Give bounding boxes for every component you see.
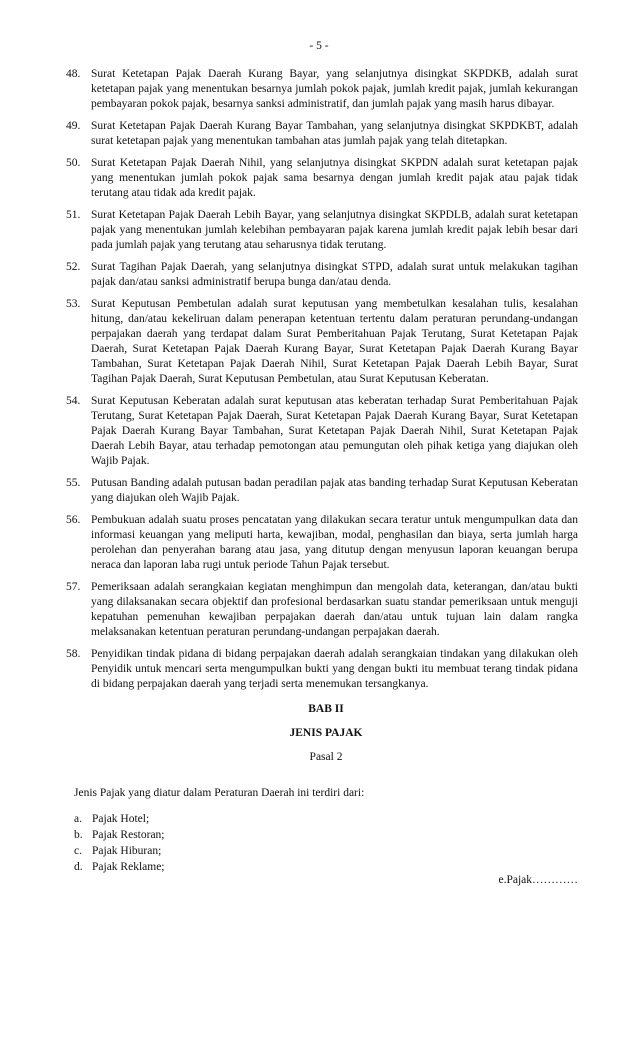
tax-type-item [74, 811, 578, 827]
definition-item [66, 260, 578, 290]
definition-text: Surat Tagihan Pajak Daerah, yang selanjutnya disingkat STPD, adalah surat untuk melakukan tagihan pajak dan/atau sanksi administratif berupa bunga dan/atau denda. [91, 261, 578, 288]
chapter-number: BAB II [308, 703, 344, 715]
tax-type-list [74, 811, 578, 875]
definition-item [66, 156, 578, 201]
definition-item [66, 119, 578, 149]
definition-text: Surat Keputusan Keberatan adalah surat keputusan atas keberatan terhadap Surat Pemberitahuan Pajak Terutang, Surat Ketetapan Pajak Daerah, Surat Ketetapan Pajak Daerah Kurang Bayar, Surat Ketetapan Pajak Daerah Kurang Bayar Tambahan, Surat Ketetapan Pajak Daerah Nihil, Surat Ketetapan Pajak Daerah Lebih Bayar, atau terhadap pemotongan atau pemungutan oleh pihak ketiga yang diajukan oleh Wajib Pajak. [91, 395, 578, 467]
tax-type-text: Pajak Hotel; [92, 813, 150, 825]
tax-type-letter: c. [74, 845, 82, 857]
definition-item [66, 394, 578, 469]
article-intro: Jenis Pajak yang diatur dalam Peraturan Daerah ini terdiri dari: [74, 787, 365, 799]
definition-item [66, 647, 578, 692]
definition-text: Surat Keputusan Pembetulan adalah surat keputusan yang membetulkan kesalahan tulis, kesalahan hitung, dan/atau kekeliruan dalam penerapan ketentuan tertentu dalam peraturan perundang-undangan perpajakan daerah yang terdapat dalam Surat Pemberitahuan Pajak Terutang, Surat Ketetapan Pajak Daerah, Surat Ketetapan Pajak Daerah Kurang Bayar, Surat Ketetapan Pajak Daerah Kurang Bayar Tambahan, Surat Ketetapan Pajak Daerah Nihil, Surat Ketetapan Pajak Daerah Lebih Bayar, Surat Tagihan Pajak Daerah, Surat Keputusan Pembetulan, atau Surat Keputusan Keberatan. [91, 298, 578, 385]
definition-item [66, 476, 578, 506]
definition-text: Surat Ketetapan Pajak Daerah Nihil, yang selanjutnya disingkat SKPDN adalah surat ketetapan pajak yang menentukan jumlah pokok pajak sama besarnya dengan jumlah kredit pajak atau pajak tidak terutang atau tidak ada kredit pajak. [91, 157, 578, 199]
definition-number: 54. [66, 395, 81, 407]
tax-type-text: Pajak Restoran; [92, 829, 165, 841]
page-number: - 5 - [309, 40, 329, 52]
definition-number: 49. [66, 120, 81, 132]
tax-type-letter: d. [74, 861, 83, 873]
tax-type-letter: a. [74, 813, 82, 825]
definition-number: 48. [66, 68, 81, 80]
definition-number: 58. [66, 648, 81, 660]
definition-number: 52. [66, 261, 81, 273]
definition-number: 57. [66, 581, 81, 593]
definition-item [66, 580, 578, 640]
tax-type-text: Pajak Reklame; [92, 861, 165, 873]
definition-text: Surat Ketetapan Pajak Daerah Kurang Bayar Tambahan, yang selanjutnya disingkat SKPDKBT, adalah surat ketetapan pajak yang menentukan tambahan atas jumlah pajak yang telah ditetapkan. [91, 120, 578, 147]
definition-text: Surat Ketetapan Pajak Daerah Kurang Bayar, yang selanjutnya disingkat SKPDKB, adalah surat ketetapan pajak yang menentukan besarnya jumlah pokok pajak, jumlah kredit pajak, jumlah kekurangan pembayaran pokok pajak, besarnya sanksi administratif, dan jumlah pajak yang masih harus dibayar. [91, 68, 578, 110]
definition-number: 51. [66, 209, 81, 221]
definition-number: 56. [66, 514, 81, 526]
tax-type-item [74, 859, 578, 875]
definition-number: 50. [66, 157, 81, 169]
definition-number: 55. [66, 477, 81, 489]
page-catchword: e.Pajak………… [498, 874, 578, 886]
document-body [66, 67, 578, 888]
definition-item [66, 67, 578, 112]
definition-list [66, 67, 578, 692]
article-number: Pasal 2 [309, 751, 343, 763]
tax-type-item [74, 843, 578, 859]
definition-text: Surat Ketetapan Pajak Daerah Lebih Bayar, yang selanjutnya disingkat SKPDLB, adalah surat ketetapan pajak yang menentukan jumlah kelebihan pembayaran pajak karena jumlah kredit pajak lebih besar dari pada jumlah pajak yang terutang atau seharusnya tidak terutang. [91, 209, 578, 251]
definition-text: Pemeriksaan adalah serangkaian kegiatan menghimpun dan mengolah data, keterangan, dan/atau bukti yang dilaksanakan secara objektif dan profesional berdasarkan suatu standar pemeriksaan untuk menguji kepatuhan pemenuhan kewajiban perpajakan daerah dan/atau untuk tujuan lain dalam rangka melaksanakan ketentuan peraturan perundang-undangan perpajakan daerah. [91, 581, 578, 638]
tax-type-text: Pajak Hiburan; [92, 845, 162, 857]
tax-type-item [74, 827, 578, 843]
definition-item [66, 208, 578, 253]
definition-item [66, 513, 578, 573]
tax-type-letter: b. [74, 829, 83, 841]
definition-text: Pembukuan adalah suatu proses pencatatan yang dilakukan secara teratur untuk mengumpulkan data dan informasi keuangan yang meliputi harta, kewajiban, modal, penghasilan dan biaya, serta jumlah harga perolehan dan penyerahan barang atau jasa, yang ditutup dengan menyusun laporan keuangan berupa neraca dan laporan laba rugi untuk periode Tahun Pajak tersebut. [91, 514, 578, 571]
definition-text: Penyidikan tindak pidana di bidang perpajakan daerah adalah serangkaian tindakan yang dilakukan oleh Penyidik untuk mencari serta mengumpulkan bukti yang dengan bukti itu membuat terang tindak pidana di bidang perpajakan daerah yang terjadi serta menemukan tersangkanya. [91, 648, 578, 690]
definition-item [66, 297, 578, 387]
definition-number: 53. [66, 298, 81, 310]
definition-text: Putusan Banding adalah putusan badan peradilan pajak atas banding terhadap Surat Keputusan Keberatan yang diajukan oleh Wajib Pajak. [91, 477, 578, 504]
chapter-title: JENIS PAJAK [289, 727, 363, 739]
